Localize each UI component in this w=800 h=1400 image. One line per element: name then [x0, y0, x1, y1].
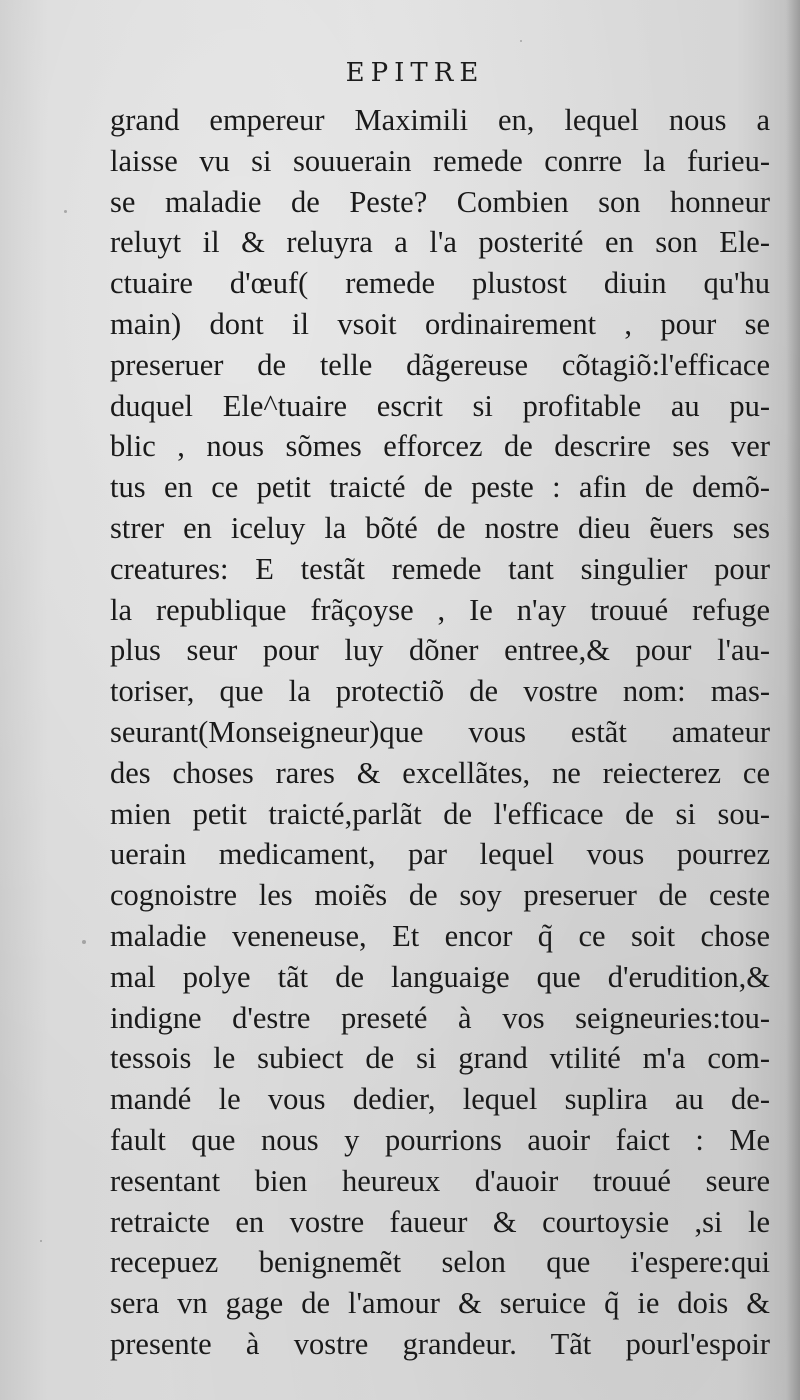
text-line: resentant bien heureux d'auoir trouué seure	[110, 1163, 770, 1198]
text-line: grand empereur Maximili en, lequel nous a	[110, 103, 770, 137]
text-line: cognoistre les moiẽs de soy preseruer de ceste	[110, 878, 770, 913]
page-edge-shadow	[786, 0, 800, 1400]
text-line: plus seur pour luy dõner entree,& pour l'au-	[110, 633, 770, 668]
text-line: duquel Ele^tuaire escrit si profitable au pu-	[110, 388, 770, 423]
text-line: indigne d'estre preseté à vos seigneuries:tou-	[110, 1000, 770, 1035]
text-line: strer en iceluy la bõté de nostre dieu ẽuers ses	[110, 510, 770, 545]
paper-speck	[40, 1240, 42, 1242]
paper-speck	[82, 940, 86, 944]
body-text	[110, 100, 770, 1365]
text-line: des choses rares & excellãtes, ne reiecterez ce	[110, 755, 770, 790]
text-line: tessois le subiect de si grand vtilité m'a com-	[110, 1041, 770, 1076]
text-line: main) dont il vsoit ordinairement , pour se	[110, 306, 770, 341]
paper-speck	[64, 210, 67, 213]
text-line: fault que nous y pourrions auoir faict : Me	[110, 1122, 770, 1157]
text-line: retraicte en vostre faueur & courtoysie ,si le	[110, 1204, 770, 1239]
text-line: toriser, que la protectiõ de vostre nom: mas-	[110, 674, 770, 709]
text-line: creatures: E testãt remede tant singulier pour	[110, 551, 770, 586]
text-line: seurant(Monseigneur)que vous estãt amateur	[110, 714, 770, 749]
text-line: recepuez benignemẽt selon que i'espere:qui	[110, 1245, 770, 1280]
text-line: mal polye tãt de languaige que d'erudition,&	[110, 959, 770, 994]
running-title: EPITRE	[345, 58, 485, 88]
text-line: la republique frãçoyse , Ie n'ay trouué refuge	[110, 592, 770, 627]
text-line: sera vn gage de l'amour & seruice q̃ ie dois &	[110, 1286, 770, 1321]
text-line: tus en ce petit traicté de peste : afin de demõ-	[110, 470, 770, 505]
text-line: reluyt il & reluyra a l'a posterité en son Ele-	[110, 225, 770, 260]
text-line: ctuaire d'œuf( remede plustost diuin qu'hu	[110, 266, 770, 301]
text-line: mien petit traicté,parlãt de l'efficace de si sou-	[110, 796, 770, 831]
text-line: uerain medicament, par lequel vous pourrez	[110, 837, 770, 872]
text-line: maladie veneneuse, Et encor q̃ ce soit chose	[110, 918, 770, 953]
text-line: laisse vu si souuerain remede conrre la furieu-	[110, 143, 770, 178]
text-line: mandé le vous dedier, lequel suplira au de-	[110, 1082, 770, 1117]
paper-speck	[520, 40, 522, 42]
text-line: blic , nous sõmes efforcez de descrire ses ver	[110, 429, 770, 464]
text-line: presente à vostre grandeur. Tãt pourl'espoir	[110, 1326, 770, 1361]
text-line: preseruer de telle dãgereuse cõtagiõ:l'efficace	[110, 347, 770, 382]
text-line: se maladie de Peste? Combien son honneur	[110, 184, 770, 219]
